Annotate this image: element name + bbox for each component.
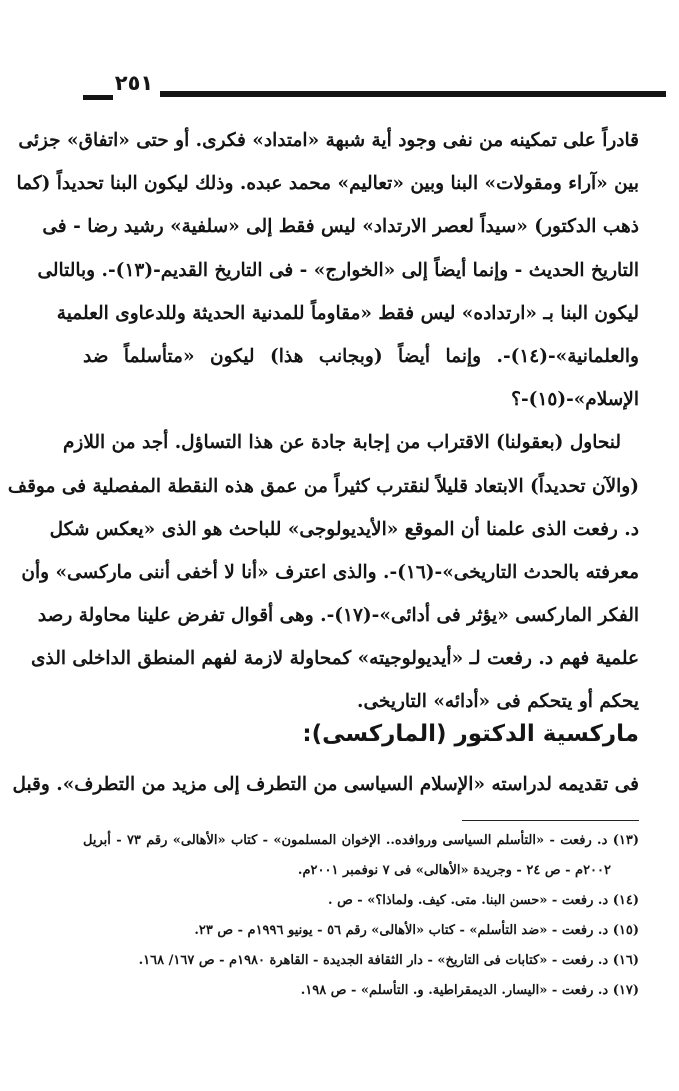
footnotes [83, 826, 639, 1006]
paragraph-line: الإسلام»-(١٥)-؟ [511, 389, 639, 411]
paragraph-line: ذهب الدكتور) «سيداً لعصر الارتداد» ليس فقط إلى «سلفية» رشيد رضا - فى [42, 216, 639, 238]
footnote-17: (١٧) د. رفعت - «اليسار. الديمقراطية. و. التأسلم» - ص ١٩٨. [300, 983, 639, 998]
paragraph-line: فى تقديمه لدراسته «الإسلام السياسى من التطرف إلى مزيد من التطرف». وقبل [12, 774, 639, 795]
paragraph-line: د. رفعت الذى علمنا أن الموقع «الأيديولوجى» للباحث هو الذى «يعكس شكل [49, 518, 639, 540]
footnote-14: (١٤) د. رفعت - «حسن البنا. متى. كيف. ولماذا؟» - ص . [328, 893, 639, 908]
paragraph-line: (والآن تحديداً) الابتعاد قليلاً لنقترب كثيراً من عمق هذه النقطة المفصلية فى موقف [7, 475, 639, 497]
footnote-13-continued: ٢٠٠٢م - ص ٢٤ - وجريدة «الأهالى» فى ٧ نوفمبر ٢٠٠١م. [297, 863, 611, 878]
paragraph-line: التاريخ الحديث - وإنما أيضاً إلى «الخوارج» - فى التاريخ القديم-(١٣)-. وبالتالى [37, 259, 639, 281]
page-number: ٢٥١ [114, 71, 154, 95]
body-text [7, 119, 639, 724]
header-rule [160, 91, 666, 97]
paragraph-line: قادراً على تمكينه من نفى وجود أية شبهة «امتداد» فكرى. أو حتى «اتفاق» جزئى [18, 130, 639, 151]
body-text-continued [12, 763, 639, 806]
paragraph-line: معرفته بالحدث التاريخى»-(١٦)-. والذى اعترف «أنا لا أخفى أننى ماركسى» وأن [21, 561, 639, 583]
section-heading: ماركسية الدكتور (الماركسى): [302, 721, 639, 747]
paragraph-line: يحكم أو يتحكم فى «أدائه» التاريخى. [357, 691, 639, 713]
footnote-13: (١٣) د. رفعت - «التأسلم السياسى وروافده.. الإخوان المسلمون» - كتاب «الأهالى» رقم ٧٣ - أبريل [83, 833, 639, 848]
footnote-rule [462, 820, 639, 821]
paragraph-line: لنحاول (بعقولنا) الاقتراب من إجابة جادة عن هذا التساؤل. أجد من اللازم [62, 432, 621, 454]
paragraph-line: الفكر الماركسى «يؤثر فى أدائى»-(١٧)-. وهى أقوال تفرض علينا محاولة رصد [37, 605, 639, 627]
footnote-16: (١٦) د. رفعت - «كتابات فى التاريخ» - دار الثقافة الجديدة - القاهرة ١٩٨٠م - ص ١٦٧/ ١٦٨. [138, 953, 639, 968]
footnote-15: (١٥) د. رفعت - «ضد التأسلم» - كتاب «الأهالى» رقم ٥٦ - يونيو ١٩٩٦م - ص ٢٣. [194, 923, 639, 938]
paragraph-line: علمية فهم د. رفعت لـ «أيديولوجيته» كمحاولة لازمة لفهم المنطق الداخلى الذى [31, 648, 639, 670]
paragraph-line: ليكون البنا بـ «ارتداده» ليس فقط «مقاوماً للمدنية الحديثة وللدعاوى العلمية [56, 302, 639, 324]
header-rule-short [83, 95, 113, 100]
paragraph-line: والعلمانية»-(١٤)-. وإنما أيضاً (وبجانب هذا) ليكون «متأسلماً ضد [83, 345, 639, 367]
paragraph-line: بين «آراء ومقولات» البنا وبين «تعاليم» محمد عبده. وذلك ليكون البنا تحديداً (كما [16, 173, 639, 195]
